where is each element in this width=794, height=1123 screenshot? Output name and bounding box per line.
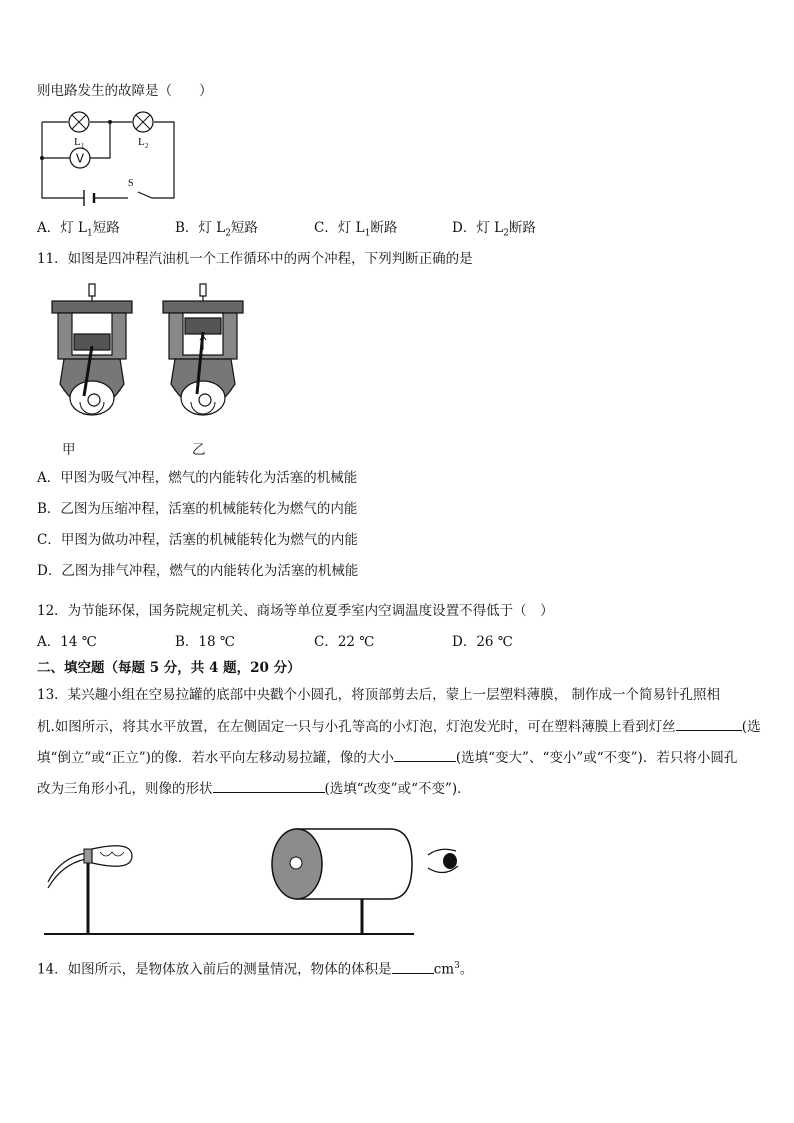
q10-option-c: C．灯 $L_1$断路 [314, 220, 398, 239]
q12-stem: 12．为节能环保，国务院规定机关、商场等单位夏季室内空调温度设置不得低于（ ） [37, 603, 554, 619]
q10-stem: 则电路发生的故障是（ ） [37, 83, 213, 99]
bulb-icon [48, 846, 132, 934]
q13-line-1: 13．某兴趣小组在空易拉罐的底部中央戳个小圆孔，将顶部剪去后，蒙上一层塑料薄膜， 制作成一个简易针孔照相 [37, 687, 720, 703]
q11-option-c: C．甲图为做功冲程，活塞的机械能转化为燃气的内能 [37, 532, 358, 548]
q11-stem: 11．如图是四冲程汽油机一个工作循环中的两个冲程，下列判断正确的是 [37, 251, 473, 267]
q12-option-a: A．14 ℃ [37, 634, 97, 650]
q12-option-d: D．26 ℃ [452, 634, 513, 650]
q13-line-2: 机.如图所示，将其水平放置，在左侧固定一只与小孔等高的小灯泡，灯泡发光时，可在塑料薄膜上看到灯丝 (选 [37, 719, 761, 735]
answer-blank-4[interactable] [392, 960, 434, 974]
eye-icon [428, 849, 458, 872]
can-icon [272, 829, 412, 934]
section-heading: 二、填空题（每题 5 分，共 4 题，20 分） [37, 660, 301, 676]
svg-text:L: L [138, 136, 145, 148]
q11-option-d: D．乙图为排气冲程，燃气的内能转化为活塞的机械能 [37, 563, 359, 579]
svg-text:2: 2 [145, 142, 149, 150]
svg-text:S: S [128, 178, 134, 189]
fig-label-yi: 乙 [192, 442, 206, 458]
q10-option-d: D．灯 $L_2$断路 [452, 220, 536, 239]
q13-line-3: 填“倒立”或“正立”)的像．若水平向左移动易拉罐，像的大小 (选填“变大”、“变小”或“不变”)．若只将小圆孔 [37, 750, 738, 766]
svg-text:V: V [75, 151, 85, 166]
q11-option-b: B．乙图为压缩冲程，活塞的机械能转化为燃气的内能 [37, 501, 358, 517]
q12-option-b: B．18 ℃ [175, 634, 235, 650]
svg-text:L: L [74, 136, 81, 148]
q10-option-a: A．灯 $L_1$短路 [37, 220, 120, 239]
q11-option-a: A．甲图为吸气冲程，燃气的内能转化为活塞的机械能 [37, 470, 358, 486]
q12-option-c: C．22 ℃ [314, 634, 375, 650]
q13-line-4: 改为三角形小孔，则像的形状 (选填“改变”或“不变”)． [37, 781, 471, 797]
fig-label-jia: 甲 [62, 442, 76, 458]
q14-stem: 14．如图所示，是物体放入前后的测量情况，物体的体积是 $cm^3$。 [37, 961, 474, 978]
q10-option-b: B．灯 $L_2$短路 [175, 220, 258, 239]
svg-text:1: 1 [81, 142, 85, 150]
